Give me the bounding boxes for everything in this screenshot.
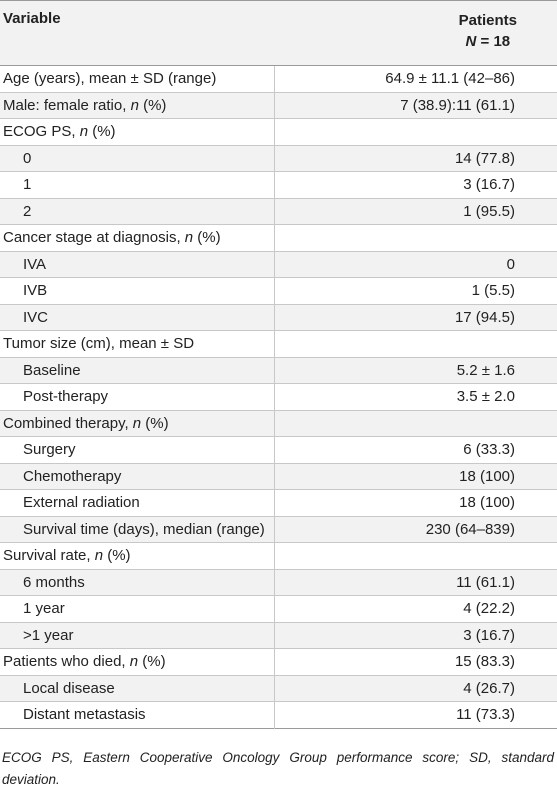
row-label bbox=[23, 176, 31, 193]
row-label-italic: n bbox=[184, 229, 194, 246]
row-value: 1 (95.5) bbox=[463, 202, 515, 220]
table-row bbox=[0, 119, 557, 146]
row-label-text: Local disease bbox=[23, 679, 115, 697]
header-patients-count bbox=[459, 31, 517, 52]
row-label bbox=[23, 150, 31, 167]
row-label-italic: n bbox=[94, 547, 104, 564]
row-label bbox=[23, 627, 73, 644]
row-value: 3.5 ± 2.0 bbox=[456, 388, 515, 405]
table-row bbox=[0, 225, 557, 252]
row-label-text: Baseline bbox=[23, 361, 81, 379]
row-label-suffix: (%) bbox=[193, 229, 221, 246]
row-label-suffix: (%) bbox=[138, 653, 166, 670]
table-row bbox=[0, 278, 557, 305]
row-label-text: Post-therapy bbox=[23, 388, 109, 405]
table-row bbox=[0, 543, 557, 570]
row-label-text: Age (years), mean ± SD (range) bbox=[3, 70, 217, 87]
header-n-symbol: N bbox=[465, 33, 477, 50]
table-row bbox=[0, 146, 557, 173]
row-label-text: IVB bbox=[23, 282, 48, 299]
row-label bbox=[3, 653, 166, 670]
row-label-text: Patients who died, bbox=[3, 653, 130, 670]
table-footnote: ECOG PS, Eastern Cooperative Oncology Group performance score; SD, standard deviation. bbox=[2, 750, 554, 787]
table-row bbox=[0, 66, 557, 93]
table-row bbox=[0, 490, 557, 517]
row-label-text: Distant metastasis bbox=[23, 706, 146, 723]
row-label bbox=[23, 362, 81, 379]
row-value: 15 (83.3) bbox=[454, 653, 515, 670]
table-row bbox=[0, 676, 557, 703]
table-row bbox=[0, 172, 557, 199]
table-body bbox=[0, 66, 557, 729]
table-header bbox=[0, 0, 557, 66]
row-label-text: Chemotherapy bbox=[23, 467, 122, 485]
row-value: 18 (100) bbox=[459, 467, 515, 485]
row-label bbox=[3, 70, 216, 87]
row-value: 1 (5.5) bbox=[471, 282, 515, 299]
row-label-text: IVA bbox=[23, 255, 47, 273]
row-value: 11 (73.3) bbox=[456, 706, 515, 723]
header-variable: Variable bbox=[3, 10, 61, 27]
row-value: 11 (61.1) bbox=[456, 573, 515, 591]
row-label bbox=[3, 415, 169, 432]
row-value: 3 (16.7) bbox=[463, 626, 515, 644]
row-label bbox=[3, 547, 131, 564]
row-value: 230 (64–839) bbox=[425, 520, 515, 538]
row-label bbox=[23, 203, 31, 220]
table-row bbox=[0, 596, 557, 623]
row-label bbox=[23, 256, 46, 273]
row-label-text: Tumor size (cm), mean ± SD bbox=[3, 335, 195, 352]
row-label-suffix: (%) bbox=[141, 414, 169, 432]
row-label-text: Cancer stage at diagnosis, bbox=[3, 229, 185, 246]
row-label bbox=[23, 494, 140, 511]
row-label-suffix: (%) bbox=[138, 96, 167, 114]
row-value: 6 (33.3) bbox=[463, 441, 515, 458]
row-label bbox=[23, 706, 146, 723]
row-label-suffix: (%) bbox=[88, 123, 116, 140]
row-label bbox=[23, 600, 65, 617]
table-row bbox=[0, 199, 557, 226]
row-label-italic: n bbox=[79, 123, 89, 140]
table-row bbox=[0, 702, 557, 729]
row-value: 0 bbox=[506, 255, 515, 273]
table-row bbox=[0, 411, 557, 438]
row-label-text: 2 bbox=[23, 202, 32, 220]
table-row bbox=[0, 437, 557, 464]
row-label bbox=[3, 229, 221, 246]
table-row bbox=[0, 358, 557, 385]
row-value: 17 (94.5) bbox=[454, 308, 515, 326]
table-row bbox=[0, 305, 557, 332]
table-row bbox=[0, 331, 557, 358]
row-label bbox=[23, 521, 265, 538]
row-value: 14 (77.8) bbox=[454, 149, 515, 167]
row-value: 7 (38.9):11 (61.1) bbox=[400, 96, 515, 114]
table-row bbox=[0, 570, 557, 597]
row-value: 3 (16.7) bbox=[463, 176, 515, 193]
row-label-text: >1 year bbox=[23, 626, 74, 644]
header-patients bbox=[459, 10, 517, 52]
row-label-text: 0 bbox=[23, 149, 32, 167]
row-label bbox=[23, 468, 121, 485]
row-label-text: Survival time (days), median (range) bbox=[23, 520, 265, 538]
column-divider bbox=[274, 66, 275, 729]
table-row bbox=[0, 623, 557, 650]
row-label bbox=[23, 282, 47, 299]
row-label-text: Survival rate, bbox=[3, 547, 95, 564]
row-value: 4 (26.7) bbox=[463, 679, 515, 697]
table-row bbox=[0, 252, 557, 279]
row-label bbox=[23, 574, 85, 591]
table-row bbox=[0, 464, 557, 491]
row-label-italic: n bbox=[129, 653, 139, 670]
row-label-text: IVC bbox=[23, 308, 49, 326]
row-label-text: 6 months bbox=[23, 573, 85, 591]
row-label bbox=[23, 441, 76, 458]
row-value: 5.2 ± 1.6 bbox=[456, 361, 515, 379]
row-label bbox=[3, 97, 166, 114]
row-value: 64.9 ± 11.1 (42–86) bbox=[385, 70, 515, 87]
row-label bbox=[23, 309, 48, 326]
row-label-text: Surgery bbox=[23, 441, 76, 458]
header-n-value: = 18 bbox=[476, 33, 511, 50]
row-label-text: External radiation bbox=[23, 494, 140, 511]
row-label bbox=[3, 335, 194, 352]
header-patients-label: Patients bbox=[458, 12, 517, 29]
row-label-text: 1 year bbox=[23, 600, 65, 617]
row-label-suffix: (%) bbox=[103, 547, 131, 564]
row-label bbox=[3, 123, 116, 140]
table-row bbox=[0, 517, 557, 544]
row-label-text: 1 bbox=[23, 176, 32, 193]
row-label-text: Male: female ratio, bbox=[3, 96, 131, 114]
row-value: 4 (22.2) bbox=[463, 600, 515, 617]
row-label-text: ECOG PS, bbox=[3, 123, 80, 140]
row-label bbox=[23, 388, 108, 405]
row-label-italic: n bbox=[132, 414, 142, 432]
row-label bbox=[23, 680, 115, 697]
row-label-italic: n bbox=[130, 96, 139, 114]
table-row bbox=[0, 384, 557, 411]
table-row bbox=[0, 93, 557, 120]
row-value: 18 (100) bbox=[459, 494, 515, 511]
row-label-text: Combined therapy, bbox=[3, 414, 133, 432]
table-row bbox=[0, 649, 557, 676]
